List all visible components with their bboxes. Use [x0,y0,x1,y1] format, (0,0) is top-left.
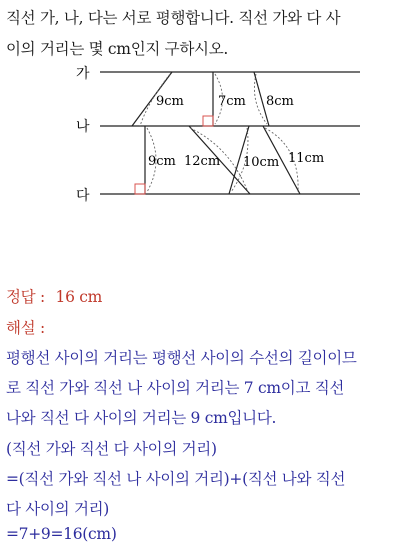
question-line-2: 이의 거리는 몇 cm인지 구하시오. [6,40,228,58]
question-line-1: 직선 가, 나, 다는 서로 평행합니다. 직선 가와 다 사 [6,9,341,27]
label-lower-11cm: 11cm [288,151,325,166]
label-upper-9cm: 9cm [156,94,184,109]
explanation-line-4: (직선 가와 직선 다 사이의 거리) [6,440,217,458]
explanation-line-5: =(직선 가와 직선 나 사이의 거리)+(직선 나와 직선 [6,470,346,488]
right-angle-mark-lower [135,184,145,194]
explanation-label: 해설 : [6,319,45,337]
right-angle-mark-upper [203,116,213,126]
answer-label: 정답 : [6,288,45,306]
line-label-ga: 가 [76,66,90,82]
line-label-da: 다 [76,188,90,204]
label-lower-10cm: 10cm [243,155,280,170]
answer-value: 16 cm [55,288,103,306]
label-lower-12cm: 12cm [184,154,221,169]
explanation-line-1: 평행선 사이의 거리는 평행선 사이의 수선의 길이이므 [6,349,357,367]
line-label-na: 나 [76,119,90,135]
parallel-lines-figure [0,62,400,212]
explanation-line-3: 나와 직선 다 사이의 거리는 9 cm입니다. [6,409,277,427]
explanation-line-6: 다 사이의 거리) [6,500,110,518]
label-upper-7cm: 7cm [218,94,246,109]
label-lower-9cm: 9cm [148,154,176,169]
label-upper-8cm: 8cm [266,94,294,109]
explanation-line-7: =7+9=16(cm) [6,525,117,543]
answer-line [6,285,102,307]
explanation-line-2: 로 직선 가와 직선 나 사이의 거리는 7 cm이고 직선 [6,379,345,397]
